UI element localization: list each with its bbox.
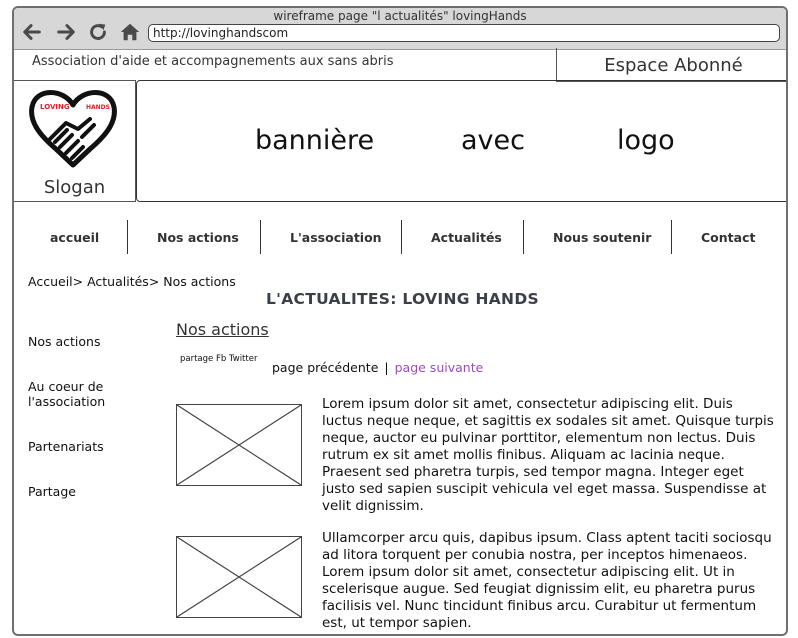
- article-text: Ullamcorper arcu quis, dapibus ipsum. Class aptent taciti sociosqu ad litora torquent per conubia nostra, per inceptos himenaeos. Lorem ipsum dolor sit amet, consectetur adipiscing elit. Ut in scelerisque augue. Sed feugiat dignissim elit, eu pharetra purus facilisis vel. Nunc tincidunt finibus arcu. Curabitur ut fermentum est, ut tempor sapien.: [322, 530, 772, 631]
- nav-item-nos-actions[interactable]: Nos actions: [157, 230, 239, 245]
- breadcrumb[interactable]: Accueil> Actualités> Nos actions: [28, 274, 236, 289]
- nav-divider: [401, 220, 402, 254]
- browser-toolbar: [14, 8, 786, 50]
- home-button[interactable]: [118, 20, 142, 44]
- slogan: Slogan: [43, 177, 106, 198]
- nav-item-contact[interactable]: Contact: [701, 230, 756, 245]
- next-page-link[interactable]: page suivante: [394, 360, 484, 375]
- sidebar-item-partage[interactable]: Partage: [28, 484, 76, 499]
- sidebar-item-au-coeur[interactable]: Au coeur de l'association: [28, 379, 106, 409]
- article-text: Lorem ipsum dolor sit amet, consectetur adipiscing elit. Duis luctus neque neque, et sagittis ex sodales sit amet. Quisque turpis neque, auctor eu pulvinar porttitor, elementum non lectus. Duis rutrum ex sit amet mollis finibus. Aliquam ac lacinia neque. Praesent sed pharetra turpis, sed tempor magna. Integer eget justo sed sapien suscipit vehicula vel eget massa. Suspendisse at velit dignissim.: [322, 396, 774, 514]
- previous-page-link[interactable]: page précédente: [272, 360, 379, 375]
- subscriber-area-link[interactable]: [556, 48, 788, 82]
- article-image-placeholder[interactable]: [176, 536, 302, 618]
- banner-placeholder: [136, 80, 788, 202]
- nav-item-nous-soutenir[interactable]: Nous soutenir: [553, 230, 652, 245]
- nav-divider: [671, 220, 672, 254]
- banner-word: avec: [461, 125, 525, 156]
- section-title: Nos actions: [176, 320, 269, 339]
- banner-word: bannière: [255, 125, 375, 156]
- banner-word: logo: [617, 125, 675, 156]
- nav-item-association[interactable]: L'association: [290, 230, 382, 245]
- sidebar-item-nos-actions[interactable]: Nos actions: [28, 334, 101, 349]
- forward-arrow-icon: [55, 21, 77, 43]
- pagination: [272, 360, 483, 375]
- reload-icon: [87, 21, 109, 43]
- nav-divider: [523, 220, 524, 254]
- association-tagline: Association d'aide et accompagnements aux sans abris: [32, 54, 394, 69]
- main-navigation: [14, 218, 786, 258]
- nav-divider: [260, 220, 261, 254]
- back-button[interactable]: [20, 20, 44, 44]
- home-icon: [119, 21, 141, 43]
- browser-window: [12, 6, 788, 636]
- nav-item-actualites[interactable]: Actualités: [431, 230, 502, 245]
- logo-area[interactable]: [14, 80, 136, 202]
- nav-item-accueil[interactable]: accueil: [50, 230, 100, 245]
- subscriber-area-label: Espace Abonné: [604, 55, 743, 76]
- back-arrow-icon: [21, 21, 43, 43]
- page-title: L'ACTUALITES: LOVING HANDS: [266, 290, 539, 308]
- forward-button[interactable]: [54, 20, 78, 44]
- pager-separator: |: [384, 360, 389, 375]
- sidebar-item-partenariats[interactable]: Partenariats: [28, 439, 104, 454]
- window-title: wireframe page "l actualités" lovingHands: [273, 9, 527, 23]
- image-placeholder-icon: [177, 405, 301, 485]
- handshake-heart-logo-icon: [26, 85, 120, 173]
- nav-divider: [127, 220, 128, 254]
- reload-button[interactable]: [86, 20, 110, 44]
- image-placeholder-icon: [177, 537, 301, 617]
- url-input[interactable]: http://lovinghandscom: [148, 24, 780, 42]
- logo-hands-text: HANDS: [86, 104, 110, 111]
- logo-loving-text: LOVING: [40, 103, 70, 111]
- article-image-placeholder[interactable]: [176, 404, 302, 486]
- share-links[interactable]: partage Fb Twitter: [180, 354, 258, 364]
